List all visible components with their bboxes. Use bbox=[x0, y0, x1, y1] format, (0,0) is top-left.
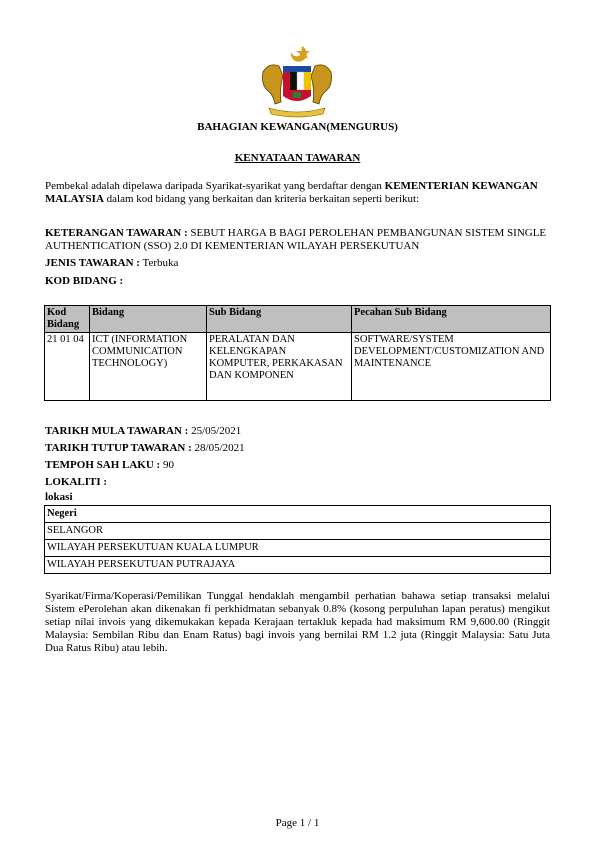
service-fee-notice: Syarikat/Firma/Koperasi/Pemilikan Tunggal hendaklah mengambil perhatian bahawa setiap transaksi melalui Sistem ePerolehan akan dikenakan fi perkhidmatan sebanyak 0.8% (kosong perpuluhan lapan peratus) mengikut setiap nilai invois yang dikemukakan kepada Kerajaan tertakluk kepada had maksimum RM 9,600.00 (Ringgit Malaysia: Sembilan Ribu dan Enam Ratus) bagi invois yang bernilai RM 1.2 juta (Ringgit Malaysia: Satu Juta Dua Ratus Ribu) atau lebih. bbox=[45, 590, 550, 654]
agency-heading: BAHAGIAN KEWANGAN(MENGURUS) bbox=[197, 121, 398, 133]
column-header: Pecahan Sub Bidang bbox=[352, 306, 551, 333]
validity-period bbox=[45, 459, 174, 472]
intro-text-end: dalam kod bidang yang berkaitan dan kriteria berkaitan seperti berikut: bbox=[103, 193, 420, 205]
document-title: KENYATAAN TAWARAN bbox=[234, 152, 361, 164]
location-label: lokasi bbox=[45, 491, 73, 503]
validity-period-value: 90 bbox=[160, 459, 174, 471]
table-cell: SELANGOR bbox=[45, 523, 551, 540]
code-table-header-row bbox=[45, 306, 551, 333]
code-field-table bbox=[44, 305, 551, 401]
offer-type-value: Terbuka bbox=[139, 257, 179, 269]
closing-date-label: TARIKH TUTUP TAWARAN : bbox=[45, 442, 192, 454]
start-date bbox=[45, 425, 241, 438]
validity-period-label: TEMPOH SAH LAKU : bbox=[45, 459, 161, 471]
coat-of-arms-logo bbox=[255, 42, 339, 120]
start-date-label: TARIKH MULA TAWARAN : bbox=[45, 425, 189, 437]
closing-date-value: 28/05/2021 bbox=[191, 442, 245, 454]
column-header: Kod Bidang bbox=[45, 306, 90, 333]
column-header: Bidang bbox=[90, 306, 207, 333]
table-cell: PERALATAN DAN KELENGKAPAN KOMPUTER, PERKAKASAN DAN KOMPONEN bbox=[207, 333, 352, 401]
location-table-header-row bbox=[45, 506, 551, 523]
code-field-label: KOD BIDANG : bbox=[45, 275, 124, 287]
offer-description bbox=[45, 227, 550, 253]
start-date-value: 25/05/2021 bbox=[188, 425, 242, 437]
table-cell: 21 01 04 bbox=[45, 333, 90, 401]
table-row bbox=[45, 540, 551, 557]
location-table bbox=[44, 505, 551, 574]
table-cell: SOFTWARE/SYSTEM DEVELOPMENT/CUSTOMIZATION AND MAINTENANCE bbox=[352, 333, 551, 401]
table-cell: WILAYAH PERSEKUTUAN KUALA LUMPUR bbox=[45, 540, 551, 557]
offer-description-label: KETERANGAN TAWARAN : bbox=[45, 227, 188, 239]
table-row bbox=[45, 557, 551, 574]
offer-type bbox=[45, 257, 178, 270]
column-header: Sub Bidang bbox=[207, 306, 352, 333]
column-header: Negeri bbox=[45, 506, 551, 523]
ministry-name: KEMENTERIAN KEWANGAN MALAYSIA bbox=[45, 180, 538, 205]
intro-text-start: Pembekal adalah dipelawa daripada Syarikat-syarikat yang berdaftar dengan bbox=[45, 180, 385, 192]
table-row bbox=[45, 333, 551, 401]
offer-description-value: SEBUT HARGA B BAGI PEROLEHAN PEMBANGUNAN SISTEM SINGLE AUTHENTICATION (SSO) 2.0 DI KEMENTERIAN WILAYAH PERSEKUTUAN bbox=[45, 227, 547, 252]
locality-label: LOKALITI : bbox=[45, 476, 108, 488]
offer-type-label: JENIS TAWARAN : bbox=[45, 257, 140, 269]
table-row bbox=[45, 523, 551, 540]
table-cell: ICT (INFORMATION COMMUNICATION TECHNOLOGY) bbox=[90, 333, 207, 401]
intro-paragraph bbox=[45, 180, 550, 206]
closing-date bbox=[45, 442, 245, 455]
table-cell: WILAYAH PERSEKUTUAN PUTRAJAYA bbox=[45, 557, 551, 574]
page-number: Page 1 / 1 bbox=[275, 817, 320, 829]
